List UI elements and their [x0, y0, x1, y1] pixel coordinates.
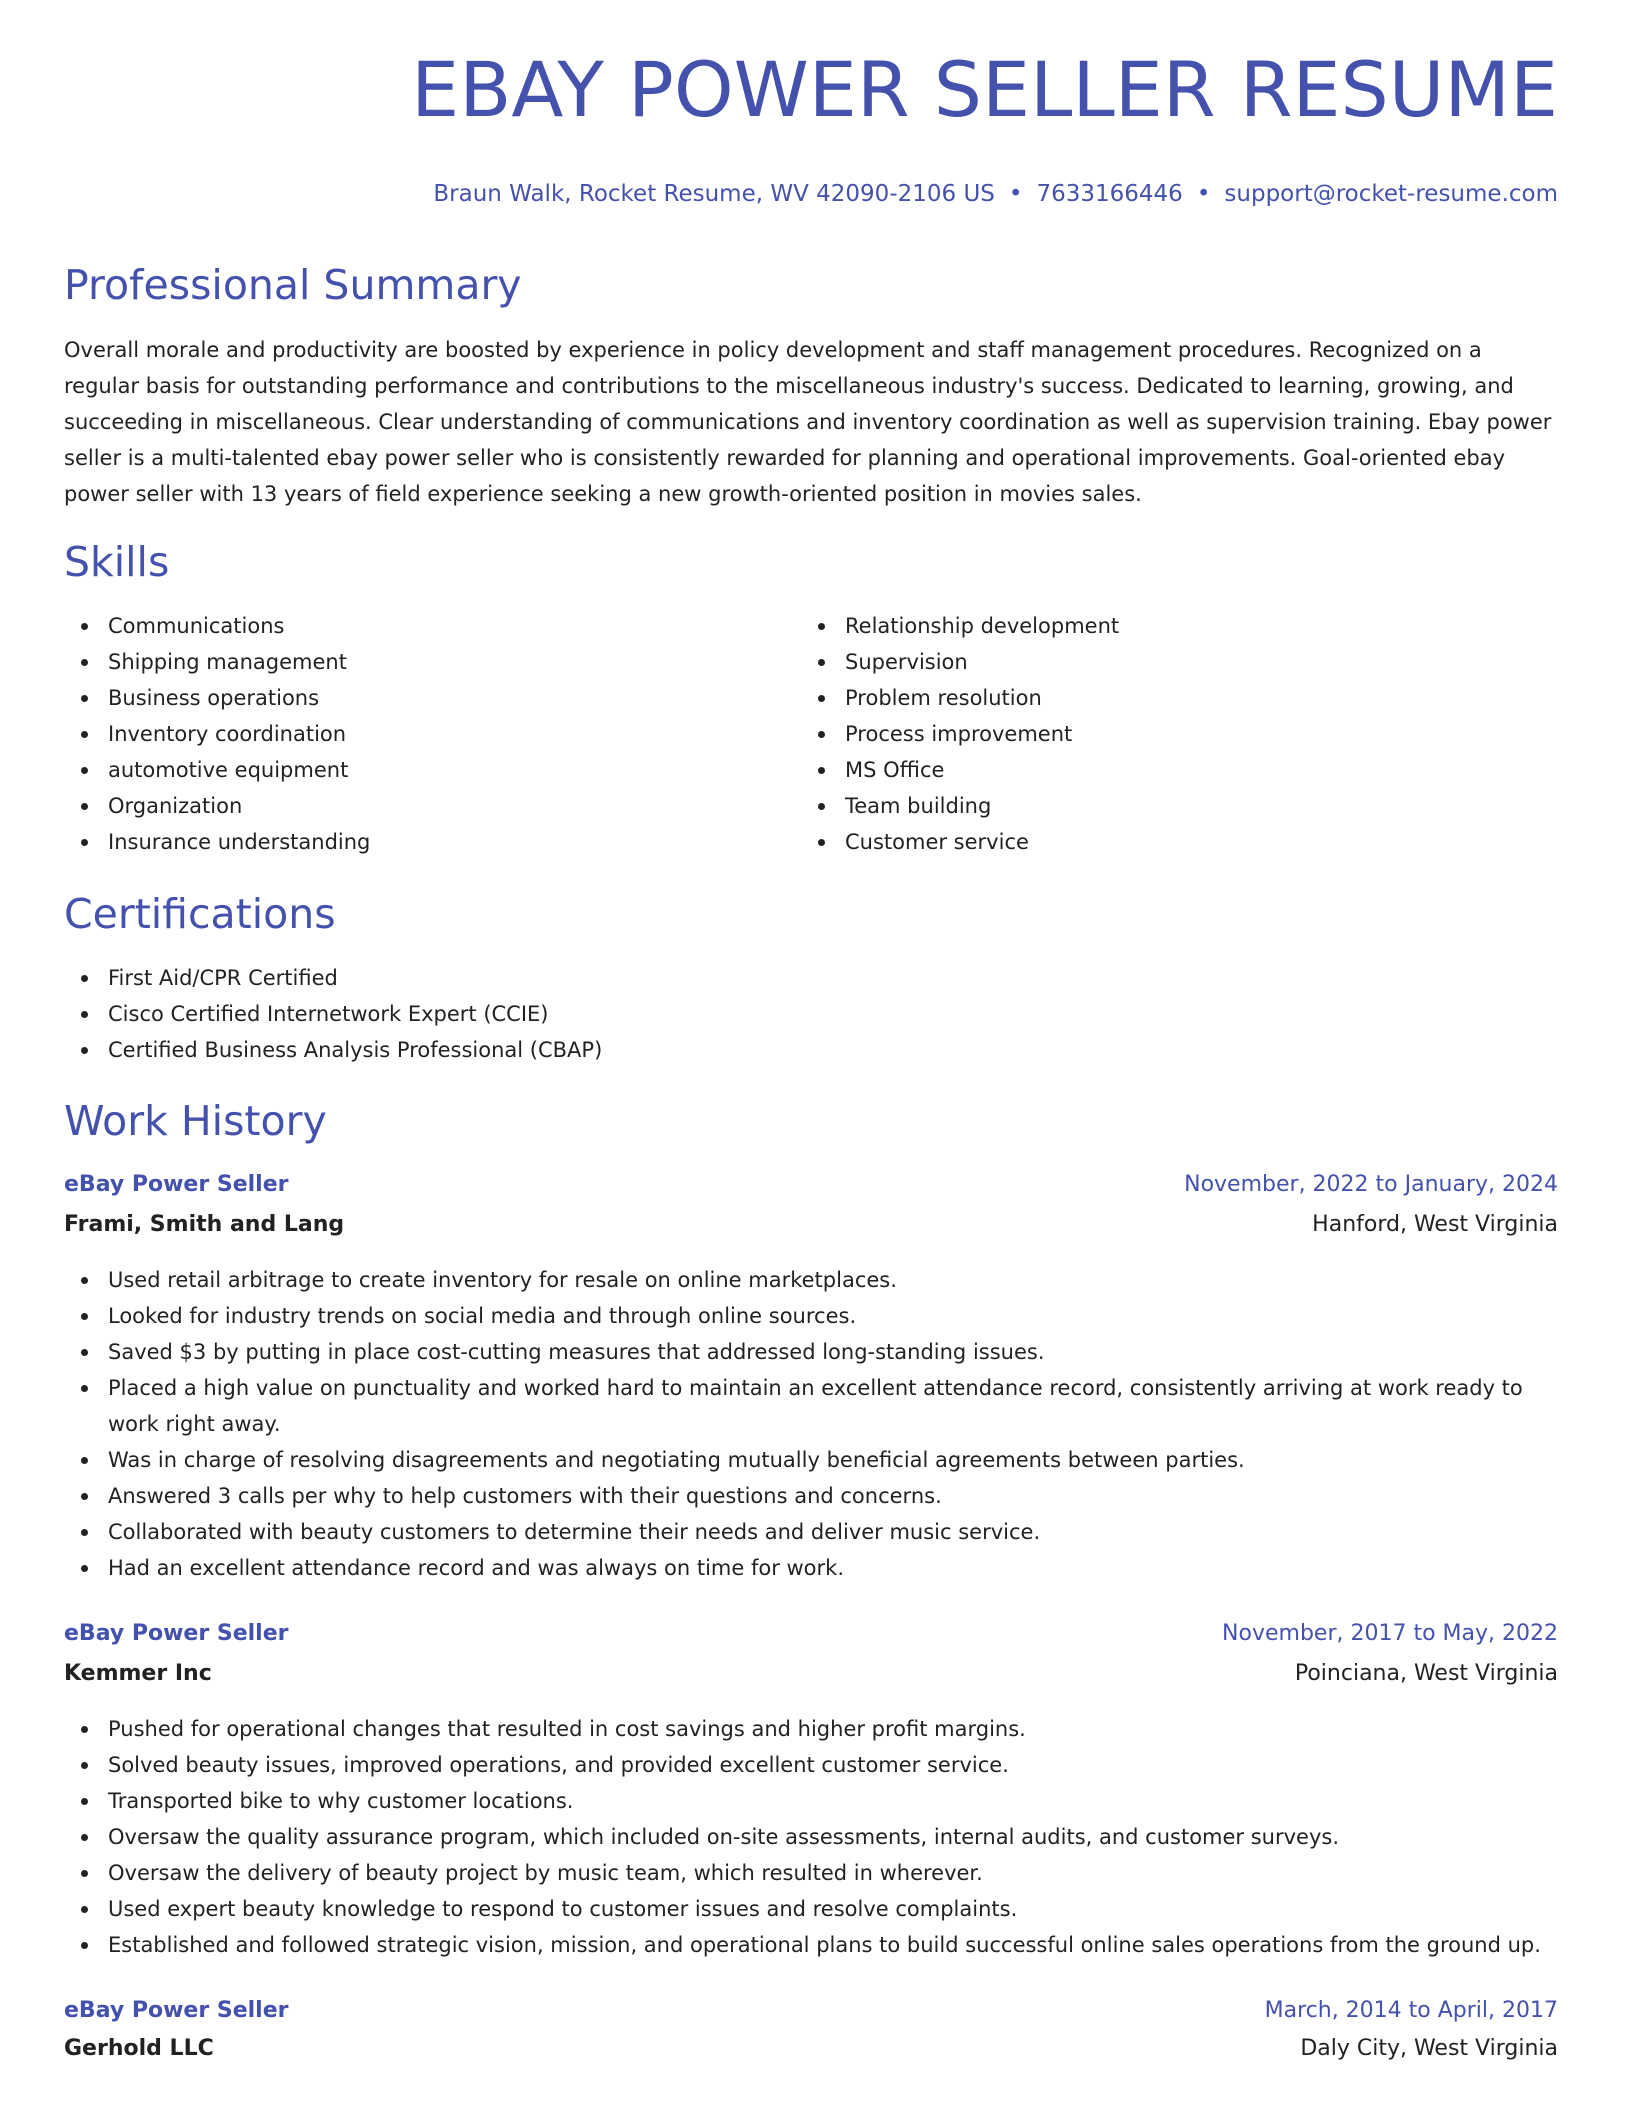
- job-company-row: [64, 1212, 1558, 1244]
- job-bullets: [64, 1711, 1558, 1963]
- job-company-row: [64, 2036, 1558, 2068]
- certification-item: Certified Business Analysis Professional (CBAP): [108, 1032, 602, 1068]
- contact-separator: •: [1196, 181, 1211, 207]
- summary-heading: Professional Summary: [64, 261, 522, 309]
- work-history-heading: Work History: [64, 1097, 327, 1145]
- skill-item: Problem resolution: [845, 680, 1119, 716]
- summary-text: Overall morale and productivity are boosted by experience in policy development and staff management procedures. Recognized on a regular basis for outstanding performance and contributions to the miscellaneous industry's success. Dedicated to learning, growing, and succeeding in miscellaneous. Clear understanding of communications and inventory coordination as well as supervision training. Ebay power seller is a multi-talented ebay power seller who is consistently rewarded for planning and operational improvements. Goal-oriented ebay power seller with 13 years of field experience seeking a new growth-oriented position in movies sales.: [64, 338, 1552, 506]
- job-bullet: Oversaw the delivery of beauty project by music team, which resulted in wherever.: [108, 1855, 1558, 1891]
- job-dates: March, 2014 to April, 2017: [1264, 1998, 1558, 2023]
- job-title-row: [64, 1621, 1558, 1653]
- skill-item: Inventory coordination: [108, 716, 370, 752]
- job-bullet: Used retail arbitrage to create inventory for resale on online marketplaces.: [108, 1262, 1558, 1298]
- job-location: Hanford, West Virginia: [1312, 1212, 1558, 1237]
- job-title-row: [64, 1998, 1558, 2030]
- skill-item: Relationship development: [845, 608, 1119, 644]
- skills-list-left: [64, 608, 370, 860]
- job-company: Kemmer Inc: [64, 1661, 212, 1686]
- job-bullet: Oversaw the quality assurance program, which included on-site assessments, internal audits, and customer surveys.: [108, 1819, 1558, 1855]
- skill-item: Process improvement: [845, 716, 1119, 752]
- job-title-row: [64, 1172, 1558, 1204]
- job-bullet: Had an excellent attendance record and was always on time for work.: [108, 1550, 1558, 1586]
- job-company: Gerhold LLC: [64, 2036, 214, 2061]
- job-dates: November, 2022 to January, 2024: [1184, 1172, 1558, 1197]
- skill-item: automotive equipment: [108, 752, 370, 788]
- job-bullet: Solved beauty issues, improved operations, and provided excellent customer service.: [108, 1747, 1558, 1783]
- skill-item: Business operations: [108, 680, 370, 716]
- contact-separator: •: [1008, 181, 1023, 207]
- contact-line: [433, 181, 1558, 207]
- resume-title: EBAY POWER SELLER RESUME: [411, 45, 1558, 134]
- job-dates: November, 2017 to May, 2022: [1222, 1621, 1558, 1646]
- job-bullet: Pushed for operational changes that resulted in cost savings and higher profit margins.: [108, 1711, 1558, 1747]
- job-bullet: Transported bike to why customer locations.: [108, 1783, 1558, 1819]
- skills-heading: Skills: [64, 538, 170, 586]
- contact-address: Braun Walk, Rocket Resume, WV 42090-2106 US: [433, 181, 995, 207]
- job-company: Frami, Smith and Lang: [64, 1212, 345, 1237]
- job-bullet: Looked for industry trends on social media and through online sources.: [108, 1298, 1558, 1334]
- job-location: Daly City, West Virginia: [1300, 2036, 1558, 2061]
- skill-item: Supervision: [845, 644, 1119, 680]
- job-title: eBay Power Seller: [64, 1998, 289, 2023]
- skill-item: Communications: [108, 608, 370, 644]
- job-bullet: Placed a high value on punctuality and worked hard to maintain an excellent attendance record, consistently arriving at work ready to work right away.: [108, 1370, 1558, 1442]
- contact-phone: 7633166446: [1036, 181, 1183, 207]
- certifications-list: [64, 960, 602, 1068]
- job-bullets: [64, 1262, 1558, 1586]
- certifications-heading: Certifications: [64, 890, 336, 938]
- skill-item: MS Office: [845, 752, 1119, 788]
- skill-item: Team building: [845, 788, 1119, 824]
- skills-list-right: [801, 608, 1119, 860]
- job-bullet: Used expert beauty knowledge to respond to customer issues and resolve complaints.: [108, 1891, 1558, 1927]
- skill-item: Organization: [108, 788, 370, 824]
- skill-item: Shipping management: [108, 644, 370, 680]
- job-bullet: Answered 3 calls per why to help customers with their questions and concerns.: [108, 1478, 1558, 1514]
- skill-item: Customer service: [845, 824, 1119, 860]
- contact-email[interactable]: support@rocket-resume.com: [1224, 181, 1558, 207]
- job-bullet: Established and followed strategic vision, mission, and operational plans to build successful online sales operations from the ground up.: [108, 1927, 1558, 1963]
- certification-item: First Aid/CPR Certified: [108, 960, 602, 996]
- job-title: eBay Power Seller: [64, 1621, 289, 1646]
- skill-item: Insurance understanding: [108, 824, 370, 860]
- job-bullet: Was in charge of resolving disagreements and negotiating mutually beneficial agreements between parties.: [108, 1442, 1558, 1478]
- certification-item: Cisco Certified Internetwork Expert (CCIE): [108, 996, 602, 1032]
- job-title: eBay Power Seller: [64, 1172, 289, 1197]
- job-location: Poinciana, West Virginia: [1294, 1661, 1558, 1686]
- job-bullet: Saved $3 by putting in place cost-cutting measures that addressed long-standing issues.: [108, 1334, 1558, 1370]
- job-bullet: Collaborated with beauty customers to determine their needs and deliver music service.: [108, 1514, 1558, 1550]
- job-company-row: [64, 1661, 1558, 1693]
